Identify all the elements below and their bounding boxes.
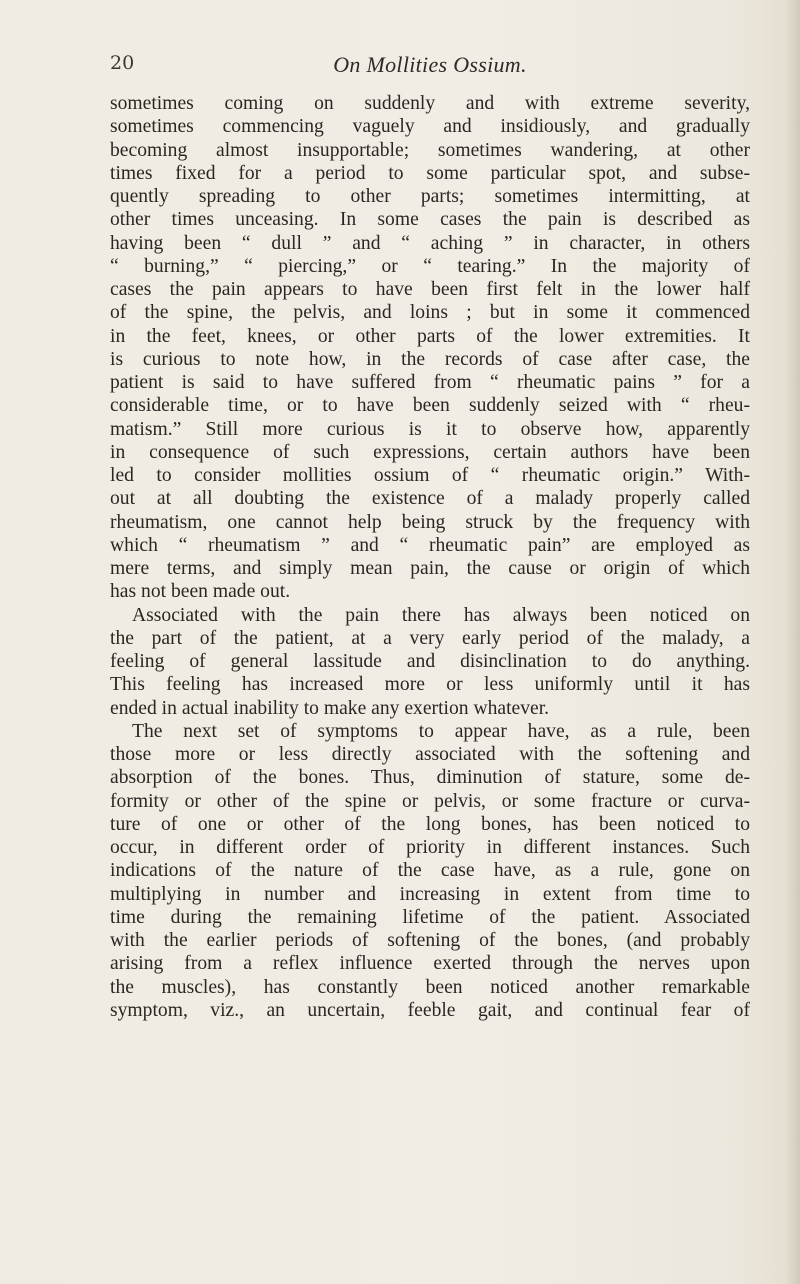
text-line: with the earlier periods of softening of the bones, (and probably <box>110 930 750 951</box>
text-line: patient is said to have suffered from “ rheumatic pains ” for a <box>110 372 750 393</box>
page-number: 20 <box>110 52 135 74</box>
text-line: occur, in different order of priority in different instances. Such <box>110 837 750 858</box>
text-line: the muscles), has constantly been noticed another remarkable <box>110 976 750 998</box>
text-line: other times unceasing. In some cases the pain is described as <box>110 209 750 231</box>
paragraph-end-line: ended in actual inability to make any exertion whatever. <box>110 697 550 719</box>
text-line: which “ rheumatism ” and “ rheumatic pain” are employed as <box>110 534 750 556</box>
running-title: On Mollities Ossium. <box>333 52 527 77</box>
text-line: led to consider mollities ossium of “ rheumatic origin.” With- <box>110 465 750 486</box>
text-line: sometimes commencing vaguely and insidiously, and gradually <box>110 116 750 138</box>
text-line: feeling of general lassitude and disinclination to do anything. <box>110 651 750 672</box>
text-line: matism.” Still more curious is it to observe how, apparently <box>110 418 750 440</box>
text-line: out at all doubting the existence of a malady properly called <box>110 488 750 510</box>
text-line: arising from a reflex influence exerted through the nerves upon <box>110 953 750 975</box>
text-line: formity or other of the spine or pelvis, or some fracture or curva- <box>110 790 750 812</box>
page-edge-shadow <box>786 0 800 1284</box>
text-line: the part of the patient, at a very early period of the malady, a <box>110 627 750 649</box>
text-line: in consequence of such expressions, certain authors have been <box>110 441 750 463</box>
text-line: This feeling has increased more or less uniformly until it has <box>110 674 750 696</box>
text-line: quently spreading to other parts; sometimes intermitting, at <box>110 186 750 207</box>
text-line: those more or less directly associated with the softening and <box>110 744 750 765</box>
text-line: sometimes coming on suddenly and with extreme severity, <box>110 93 750 114</box>
text-line: “ burning,” “ piercing,” or “ tearing.” In the majority of <box>110 255 750 277</box>
paragraph-start-line: The next set of symptoms to appear have, as a rule, been <box>132 720 750 742</box>
text-line: rheumatism, one cannot help being struck by the frequency with <box>110 511 750 533</box>
text-line: having been “ dull ” and “ aching ” in character, in others <box>110 232 750 254</box>
body-text <box>110 92 750 1022</box>
text-line: in the feet, knees, or other parts of the lower extremities. It <box>110 325 750 347</box>
text-line: symptom, viz., an uncertain, feeble gait, and continual fear of <box>110 999 750 1021</box>
text-line: mere terms, and simply mean pain, the cause or origin of which <box>110 558 750 579</box>
text-line: times fixed for a period to some particular spot, and subse- <box>110 162 750 184</box>
page-header <box>110 52 750 84</box>
text-line: becoming almost insupportable; sometimes wandering, at other <box>110 139 750 161</box>
paragraph-end-line: has not been made out. <box>110 581 291 603</box>
text-line: is curious to note how, in the records of case after case, the <box>110 348 750 370</box>
text-line: multiplying in number and increasing in extent from time to <box>110 883 750 905</box>
text-line: of the spine, the pelvis, and loins ; but in some it commenced <box>110 302 750 324</box>
text-line: considerable time, or to have been suddenly seized with “ rheu- <box>110 395 750 417</box>
paragraph-start-line: Associated with the pain there has always been noticed on <box>132 604 750 626</box>
text-line: cases the pain appears to have been first felt in the lower half <box>110 279 750 300</box>
text-line: absorption of the bones. Thus, diminution of stature, some de- <box>110 767 750 789</box>
text-line: ture of one or other of the long bones, has been noticed to <box>110 813 750 835</box>
text-line: indications of the nature of the case have, as a rule, gone on <box>110 860 750 882</box>
text-line: time during the remaining lifetime of the patient. Associated <box>110 906 750 928</box>
